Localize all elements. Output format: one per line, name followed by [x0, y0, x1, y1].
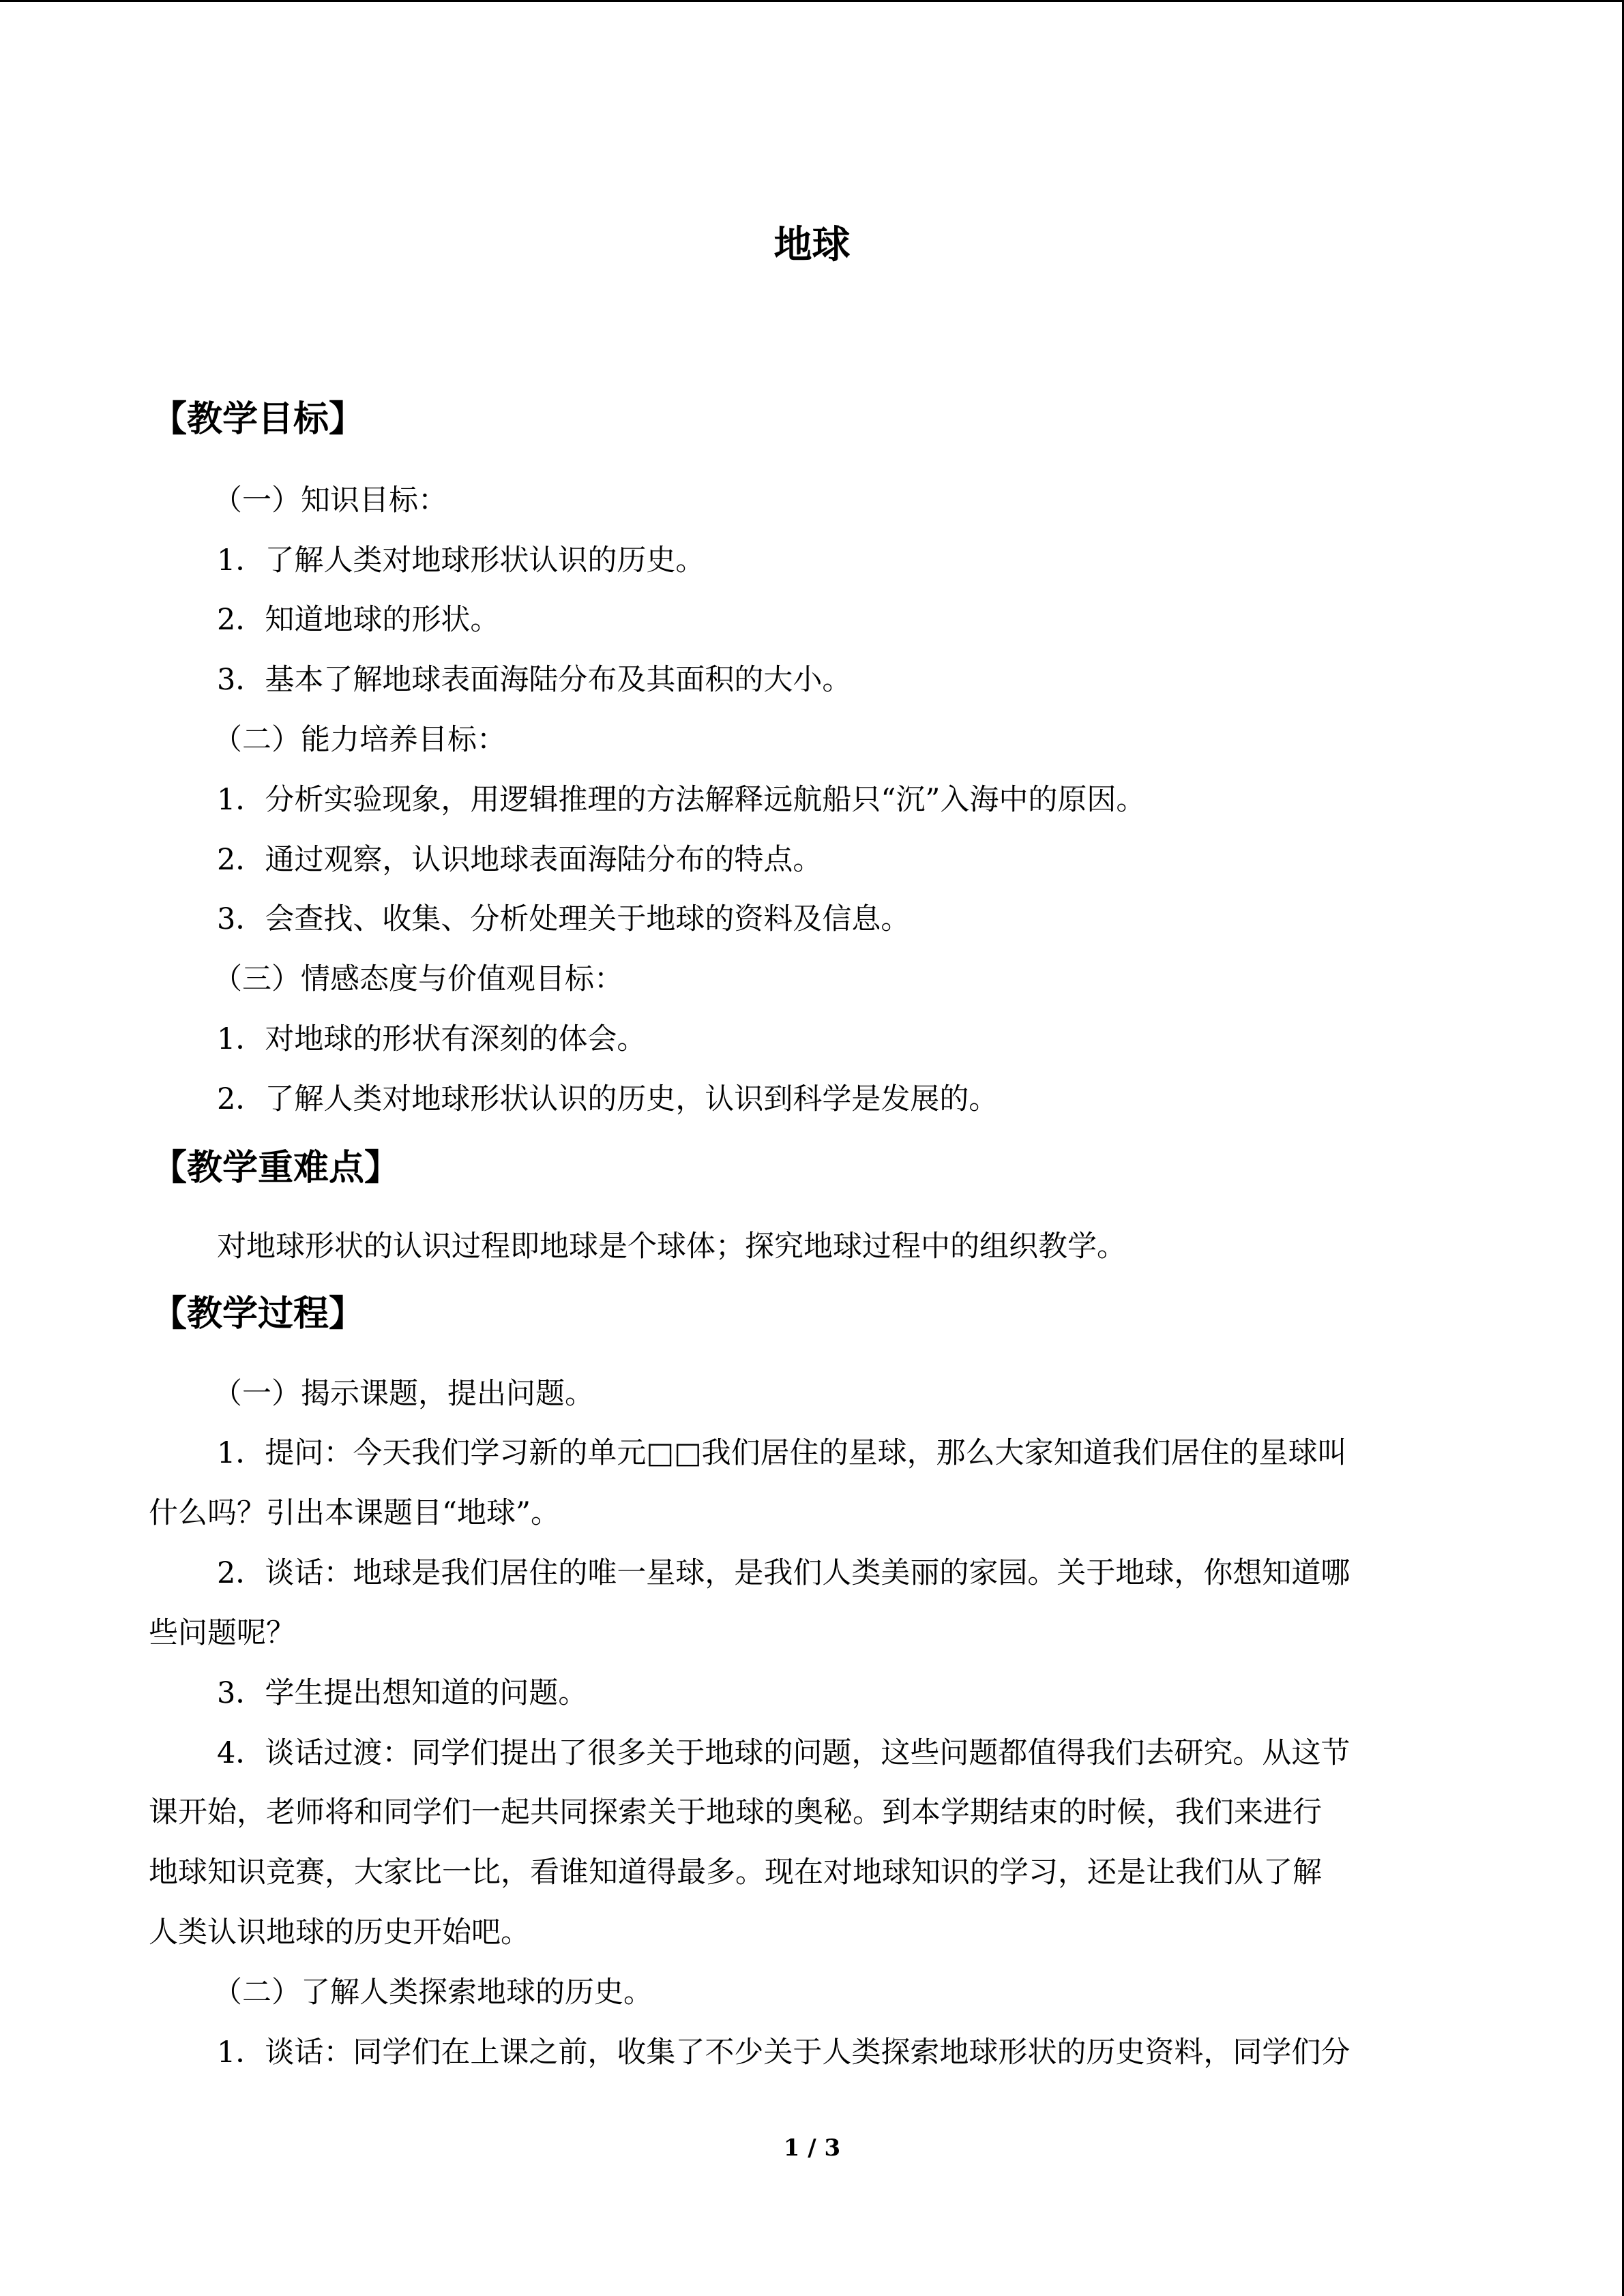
objective-line: 1．分析实验现象，用逻辑推理的方法解释远航船只“沉”入海中的原因。: [217, 783, 1146, 817]
process-line: 2．谈话：地球是我们居住的唯一星球，是我们人类美丽的家园。关于地球，你想知道哪: [217, 1556, 1350, 1590]
key-points-text: 对地球形状的认识过程即地球是个球体；探究地球过程中的组织教学。: [217, 1229, 1126, 1264]
page-title: 地球: [773, 222, 851, 267]
objective-line: （三）情感态度与价值观目标：: [213, 962, 623, 996]
process-line: 课开始，老师将和同学们一起共同探索关于地球的奥秘。到本学期结束的时候，我们来进行: [149, 1795, 1322, 1830]
process-line: 什么吗？引出本课题目“地球”。: [149, 1496, 560, 1530]
process-line: 3．学生提出想知道的问题。: [217, 1676, 588, 1710]
page-number: 1 / 3: [783, 2134, 841, 2162]
objective-line: （一）知识目标：: [213, 483, 447, 518]
key-points-heading: 【教学重难点】: [151, 1147, 400, 1189]
objective-line: 2．知道地球的形状。: [217, 603, 500, 637]
process-line: 人类认识地球的历史开始吧。: [149, 1915, 530, 1950]
page-border-top: [0, 0, 1624, 2]
process-line: （一）揭示课题，提出问题。: [213, 1377, 594, 1411]
objectives-heading: 【教学目标】: [151, 398, 365, 440]
objective-line: （二）能力培养目标：: [213, 723, 506, 757]
objective-line: 2．通过观察，认识地球表面海陆分布的特点。: [217, 843, 823, 877]
process-line: （二）了解人类探索地球的历史。: [213, 1976, 653, 2010]
objective-line: 2．了解人类对地球形状认识的历史，认识到科学是发展的。: [217, 1082, 999, 1116]
process-line: 地球知识竞赛，大家比一比，看谁知道得最多。现在对地球知识的学习，还是让我们从了解: [149, 1855, 1322, 1890]
process-line: 4．谈话过渡：同学们提出了很多关于地球的问题，这些问题都值得我们去研究。从这节: [217, 1736, 1350, 1770]
objective-line: 3．会查找、收集、分析处理关于地球的资料及信息。: [217, 902, 911, 936]
process-line: 1．提问：今天我们学习新的单元□□我们居住的星球，那么大家知道我们居住的星球叫: [217, 1436, 1347, 1470]
process-line: 1．谈话：同学们在上课之前，收集了不少关于人类探索地球形状的历史资料，同学们分: [217, 2036, 1350, 2070]
process-line: 些问题呢？: [149, 1616, 295, 1650]
process-heading: 【教学过程】: [151, 1293, 365, 1335]
objective-line: 1．对地球的形状有深刻的体会。: [217, 1022, 647, 1056]
objective-line: 1．了解人类对地球形状认识的历史。: [217, 543, 705, 578]
objective-line: 3．基本了解地球表面海陆分布及其面积的大小。: [217, 663, 852, 697]
